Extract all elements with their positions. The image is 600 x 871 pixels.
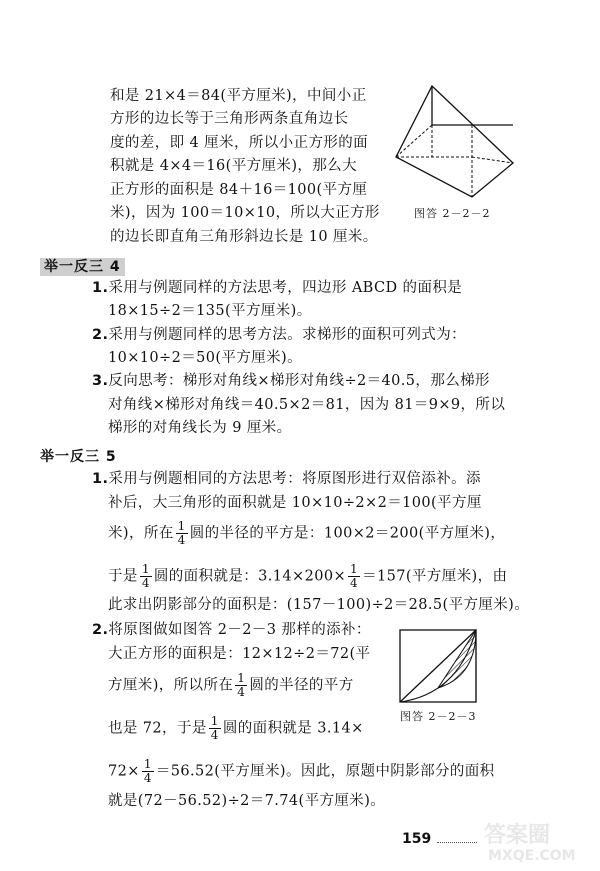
- s4-item-2: 2.采用与例题同样的思考方法。求梯形的面积可列式为：: [92, 327, 467, 343]
- s4-item-3-line-3: 梯形的对角线长为 9 厘米。: [108, 420, 292, 436]
- s5-item-1-line-3: 米)，所在 $\frac{1}{4}$ 圆的半径的平方是：100×2＝200(平方厘米)，: [108, 519, 506, 547]
- intro-line-1: 和是 21×4＝84(平方厘米)，中间小正: [110, 88, 367, 104]
- intro-line-3: 度的差，即 4 厘米，所以小正方形的面: [110, 135, 369, 151]
- section-heading-4: 举一反三 4: [40, 256, 125, 276]
- fraction-quarter: $\frac{1}{4}$: [143, 757, 152, 785]
- intro-line-7: 的边长即直角三角形斜边长是 10 厘米。: [110, 229, 378, 245]
- s5-item-2-line-2: 大正方形的面积是：12×12÷2＝72(平: [108, 646, 371, 662]
- s4-item-2-line-2: 10×10÷2＝50(平方厘米)。: [108, 350, 302, 366]
- s5-item-1-line-4: 于是 $\frac{1}{4}$ 圆的面积就是：3.14×200× $\frac{1}{4}$ ＝157(平方厘米)，由: [108, 562, 508, 590]
- s5-item-2-line-5: 72× $\frac{1}{4}$ ＝56.52(平方厘米)。因此，原题中阴影部分的面积: [108, 757, 495, 785]
- figure-caption-2: 图答 2－2－3: [400, 710, 477, 723]
- s5-item-1-line-5: 此求出阴影部分的面积是：(157－100)÷2＝28.5(平方厘米)。: [108, 597, 530, 613]
- s5-item-2-line-6: 就是(72－56.52)÷2＝7.74(平方厘米)。: [108, 793, 386, 809]
- figure-caption-1: 图答 2－2－2: [414, 207, 491, 220]
- intro-line-6: 米)，因为 100＝10×10，所以大正方形: [110, 205, 380, 221]
- fraction-quarter: $\frac{1}{4}$: [237, 671, 246, 699]
- section-heading-5: 举一反三 5: [40, 449, 117, 465]
- watermark-url: MXQE.COM: [488, 848, 576, 864]
- page-number: 159: [402, 831, 432, 847]
- fraction-quarter: $\frac{1}{4}$: [141, 562, 150, 590]
- intro-line-5: 正方形的面积是 84＋16＝100(平方厘: [110, 182, 368, 198]
- fraction-quarter: $\frac{1}{4}$: [177, 519, 186, 547]
- s5-item-2: 2.将原图做如图答 2－2－3 那样的添补：: [92, 622, 371, 638]
- intro-line-2: 方形的边长等于三角形两条直角边长: [110, 111, 349, 127]
- page-number-dots: [437, 842, 477, 843]
- s4-item-1: 1.采用与例题同样的方法思考，四边形 ABCD 的面积是: [92, 280, 463, 296]
- figure-2-2-3: [398, 628, 480, 706]
- s5-item-2-line-4: 也是 72，于是 $\frac{1}{4}$ 圆的面积就是 3.14×: [108, 714, 364, 742]
- s4-item-1-line-2: 18×15÷2＝135(平方厘米)。: [108, 303, 312, 319]
- s5-item-2-line-3: 方厘米)，所以所在 $\frac{1}{4}$ 圆的半径的平方: [108, 671, 354, 699]
- fraction-quarter: $\frac{1}{4}$: [210, 714, 219, 742]
- s5-item-1: 1.采用与例题相同的方法思考：将原图形进行双倍添补。添: [92, 471, 481, 487]
- fraction-quarter: $\frac{1}{4}$: [350, 562, 359, 590]
- s4-item-3-line-2: 对角线×梯形对角线＝40.5×2＝81，因为 81＝9×9，所以: [108, 397, 506, 413]
- s5-item-1-line-2: 补后，大三角形的面积就是 10×10÷2×2＝100(平方厘: [108, 495, 482, 511]
- figure-2-2-2: [392, 82, 516, 200]
- s4-item-3: 3.反向思考：梯形对角线×梯形对角线÷2＝40.5，那么梯形: [92, 373, 490, 389]
- watermark-logo: 答案圈: [484, 823, 551, 848]
- intro-line-4: 积就是 4×4＝16(平方厘米)，那么大: [110, 158, 357, 174]
